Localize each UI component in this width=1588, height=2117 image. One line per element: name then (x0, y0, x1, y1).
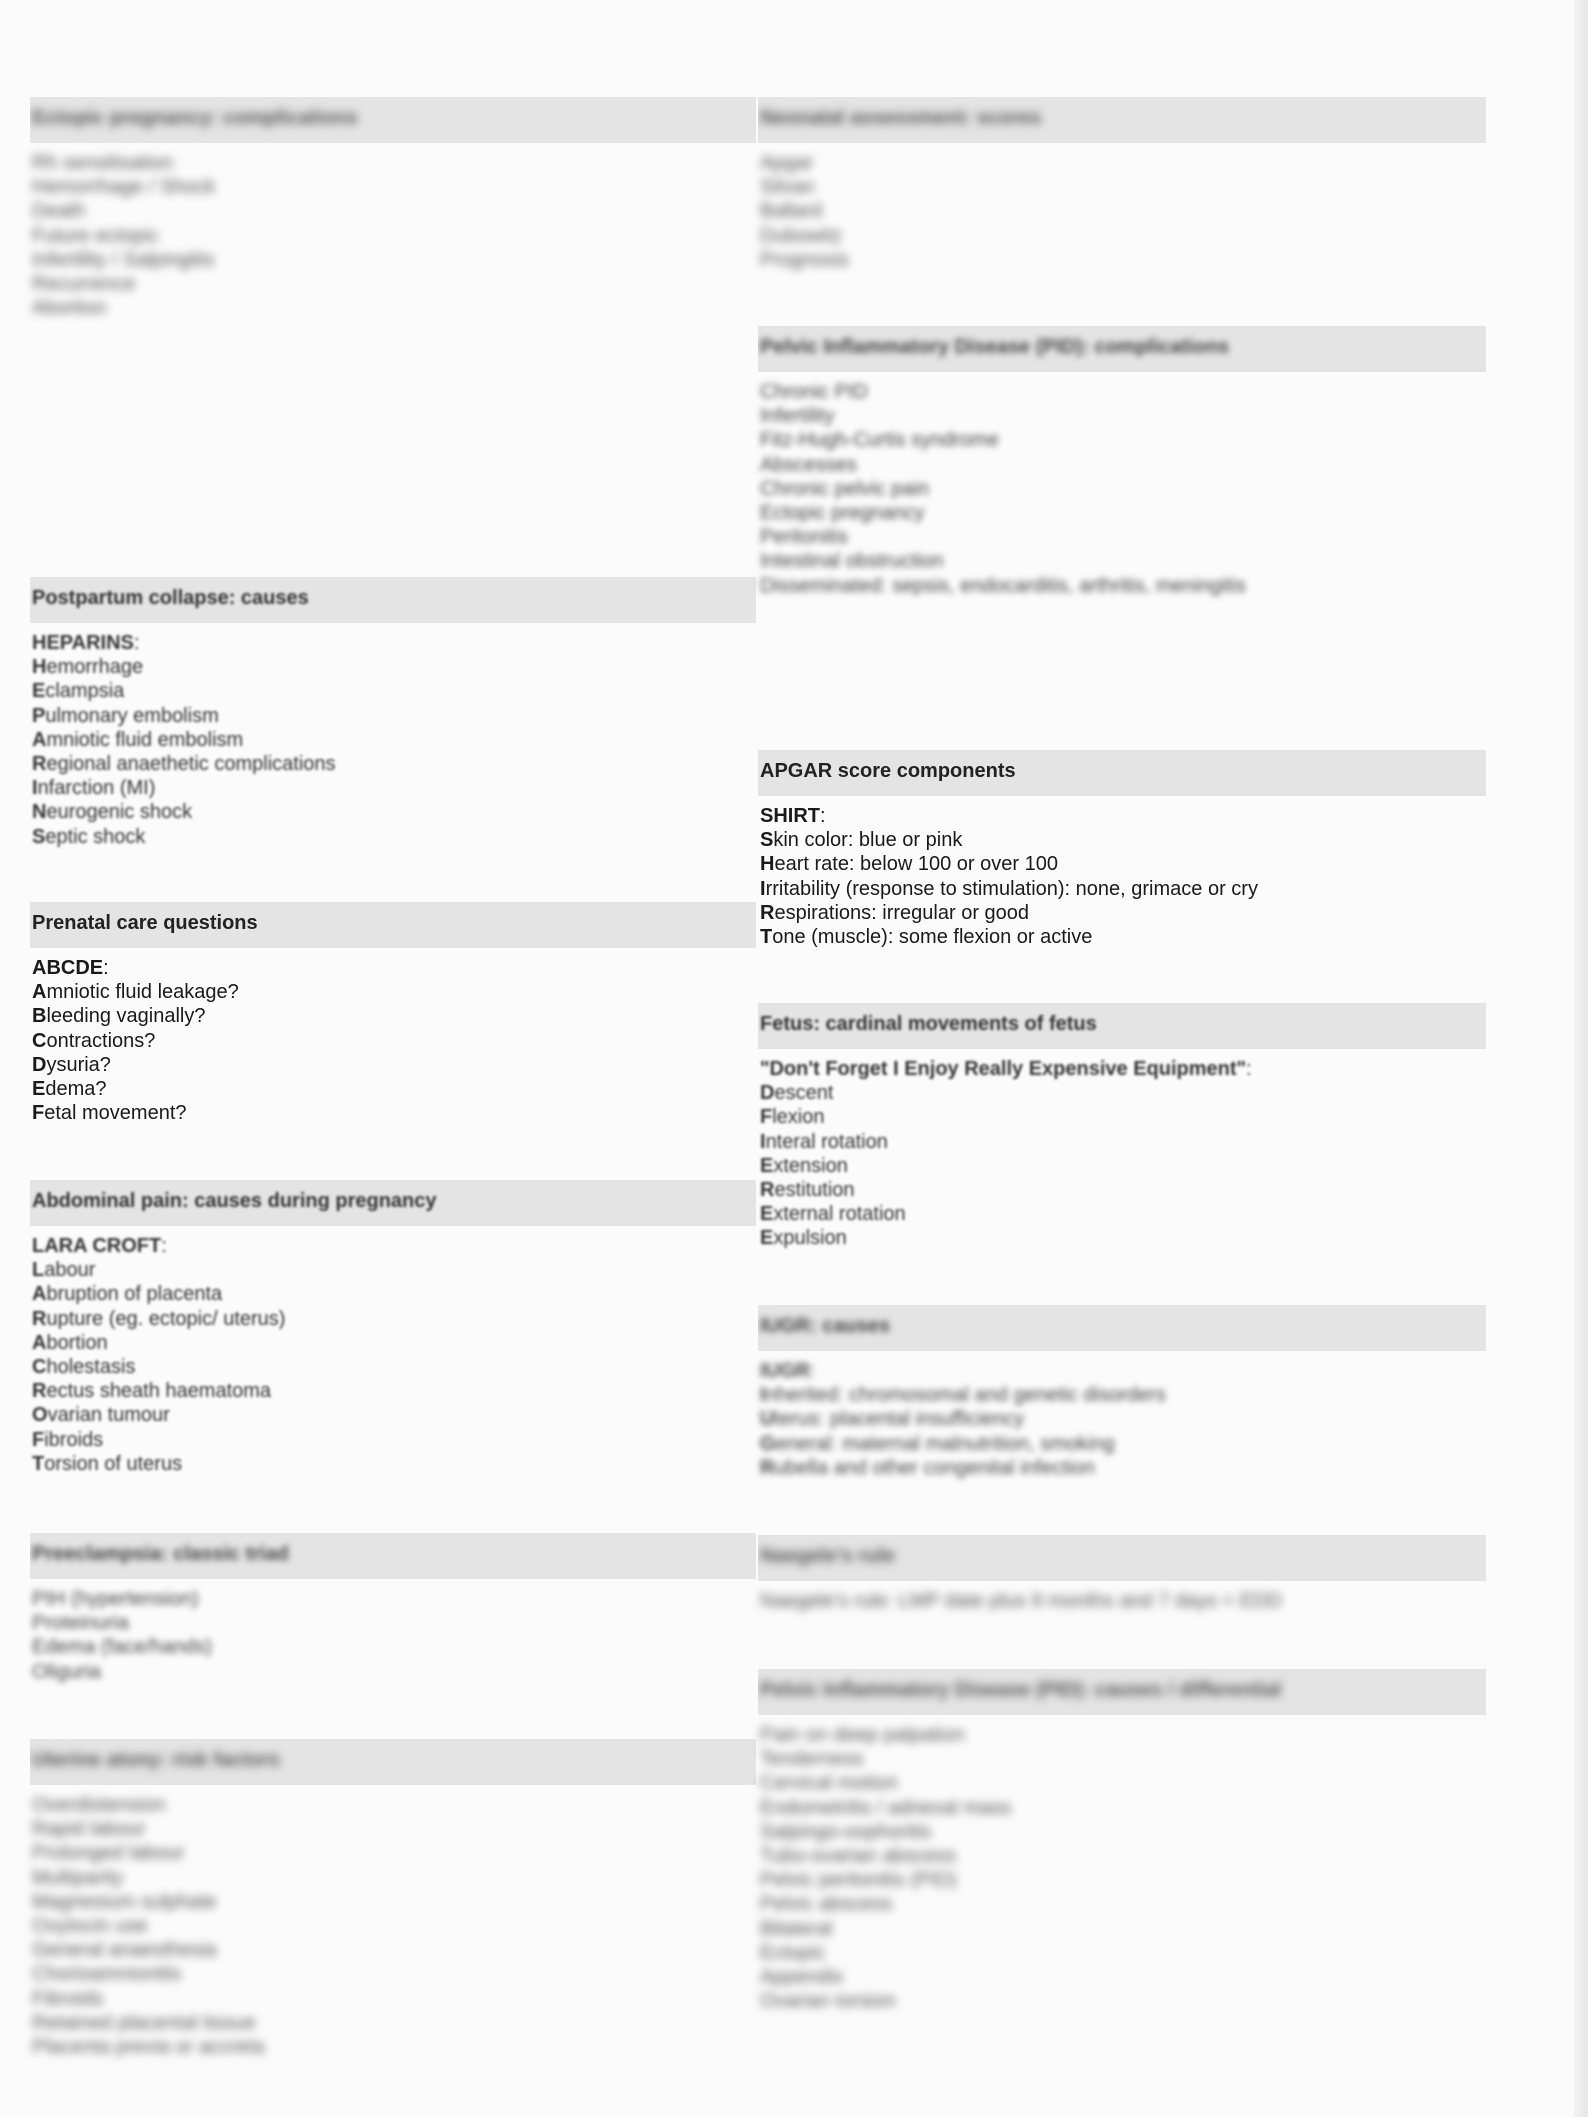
mnemonic: "Don't Forget I Enjoy Really Expensive Equipment" (760, 1058, 1247, 1080)
list-item-text: Multiparity (32, 1866, 124, 1889)
list-item-text: orsion of uterus (44, 1452, 183, 1475)
section-title (758, 750, 1486, 796)
section-title (758, 326, 1486, 372)
list-item-initial: E (760, 1154, 774, 1177)
list-item (32, 224, 754, 248)
section-title (30, 1180, 756, 1226)
list-item (760, 1917, 1484, 1941)
list-item-text: xtension (773, 1154, 848, 1177)
list-item-text: Ovarian torsion (760, 1990, 896, 2013)
list-item-initial: T (760, 926, 773, 949)
list-item (32, 752, 754, 776)
mnemonic-colon: : (161, 1235, 167, 1257)
section-body (758, 372, 1486, 598)
list-item-initial: I (760, 1130, 766, 1153)
section-body (30, 143, 756, 320)
list-item-text: PIH (hypertension) (32, 1588, 199, 1610)
list-item-initial: U (760, 1408, 775, 1431)
list-item-text: Intestinal obstruction (760, 550, 944, 573)
list-item (760, 1154, 1484, 1178)
list-item-text: one (muscle): some flexion or active (772, 926, 1093, 949)
mnemonic-line (760, 1057, 1484, 1081)
list-item-text: espirations: irregular or good (774, 901, 1030, 924)
list-item (32, 175, 754, 199)
list-item (32, 1611, 754, 1635)
list-item (760, 1589, 1484, 1613)
list-item (760, 1723, 1484, 1747)
list-item (32, 1053, 754, 1077)
list-item-text: Appendix (760, 1966, 844, 1989)
section-body (758, 1581, 1486, 1613)
list-item (32, 825, 754, 849)
list-item (32, 1282, 754, 1306)
list-item-text: Ectopic pregnancy (760, 502, 925, 525)
list-item (760, 1989, 1484, 2013)
list-item-initial: C (32, 1029, 47, 1052)
list-item (32, 1379, 754, 1403)
list-item-text: eart rate: below 100 or over 100 (774, 853, 1058, 876)
list-item-text: nfarction (MI) (37, 777, 156, 800)
mnemonic-colon: : (820, 805, 826, 827)
list-item-text: Ectopic (760, 1941, 826, 1964)
section-body (30, 1785, 756, 2059)
section-title-text: Ectopic pregnancy: complications (32, 107, 358, 129)
list-item (760, 453, 1484, 477)
list-item-initial: E (760, 1227, 774, 1250)
list-item-initial: E (760, 1203, 774, 1226)
mnemonic-colon: : (810, 1360, 816, 1382)
list-item (32, 248, 754, 272)
list-item-text: leeding vaginally? (46, 1005, 206, 1028)
section-title-text: Postpartum collapse: causes (32, 587, 309, 609)
list-item-initial: A (32, 728, 47, 751)
list-item-text: ysuria? (46, 1053, 111, 1076)
list-item-text: Infertility / Salpingitis (32, 248, 215, 271)
list-item (760, 525, 1484, 549)
list-item-text: Tenderness (760, 1748, 864, 1771)
list-item (32, 296, 754, 320)
list-item (32, 1841, 754, 1865)
list-item-text: Prolonged labour (32, 1842, 185, 1865)
list-item (32, 1987, 754, 2011)
list-item-initial: S (760, 829, 774, 852)
list-item-text: Salpingo-oophoritis (760, 1820, 932, 1843)
list-item-text: escent (774, 1082, 834, 1105)
list-item (32, 1938, 754, 1962)
mnemonic: LARA CROFT (32, 1235, 162, 1257)
list-item-initial: R (760, 1456, 775, 1479)
section-prenatal (30, 902, 756, 1125)
list-item (760, 1407, 1484, 1431)
list-item (32, 1355, 754, 1379)
list-item-initial: B (32, 1005, 47, 1028)
section-iugr (758, 1305, 1486, 1480)
list-item (32, 1452, 754, 1476)
list-item-initial: R (760, 901, 775, 924)
section-title-text: Pelvic Inflammatory Disease (PID): causes / differential (760, 1679, 1282, 1701)
list-item-initial: H (32, 656, 47, 679)
list-item (760, 1202, 1484, 1226)
list-item (760, 925, 1484, 949)
list-item (32, 980, 754, 1004)
list-item-text: ectus sheath haematoma (46, 1380, 272, 1403)
list-item (32, 1004, 754, 1028)
list-item-text: Abscesses (760, 453, 857, 476)
list-item (32, 199, 754, 223)
list-item-text: Endometritis / adnexal mass (760, 1796, 1012, 1819)
list-item (760, 1105, 1484, 1129)
list-item-initial: D (760, 1082, 775, 1105)
section-title (30, 577, 756, 623)
list-item-text: estitution (774, 1179, 855, 1202)
list-item-text: terus: placental insufficiency (774, 1408, 1025, 1431)
list-item-text: Pelvic peritonitis (PID) (760, 1869, 957, 1892)
list-item-text: Cervical motion (760, 1772, 898, 1795)
list-item (760, 877, 1484, 901)
list-item (760, 477, 1484, 501)
list-item (760, 1771, 1484, 1795)
list-item-text: mniotic fluid leakage? (46, 981, 239, 1004)
list-item-initial: P (32, 704, 46, 727)
section-naegele (758, 1535, 1486, 1613)
list-item-text: etal movement? (44, 1102, 187, 1125)
section-fourth (30, 1739, 756, 2059)
list-item (32, 728, 754, 752)
list-item-initial: O (32, 1404, 48, 1427)
list-item-text: Rapid labour (32, 1818, 146, 1841)
list-item-text: Magnesium sulphate (32, 1890, 217, 1913)
section-title-text: Fetus: cardinal movements of fetus (760, 1013, 1097, 1035)
list-item-text: ulmonary embolism (45, 704, 219, 727)
list-item-text: ontractions? (46, 1029, 156, 1052)
list-item-initial: E (32, 1078, 46, 1101)
list-item (760, 1892, 1484, 1916)
list-item-text: lexion (772, 1106, 825, 1129)
mnemonic-line (32, 631, 754, 655)
list-item (32, 151, 754, 175)
section-title (30, 97, 756, 143)
list-item-text: Tubo-ovarian abscess (760, 1845, 957, 1868)
list-item (32, 1077, 754, 1101)
mnemonic-line (760, 804, 1484, 828)
mnemonic-line (32, 956, 754, 980)
list-item (32, 776, 754, 800)
list-item (760, 1796, 1484, 1820)
list-item (760, 404, 1484, 428)
page-edge (1574, 0, 1588, 2117)
list-item-text: Retained placental tissue (32, 2011, 256, 2034)
list-item-initial: N (32, 801, 47, 824)
list-item-initial: R (760, 1179, 775, 1202)
section-body (30, 623, 756, 849)
list-item (760, 224, 1484, 248)
section-abdominal (30, 1180, 756, 1476)
list-item-text: abour (44, 1259, 96, 1282)
list-item-text: Pelvic abscess (760, 1893, 893, 1916)
section-fetus (758, 1003, 1486, 1251)
list-item-text: bruption of placenta (46, 1283, 223, 1306)
list-item (760, 1868, 1484, 1892)
list-item-initial: R (32, 753, 47, 776)
list-item (760, 1226, 1484, 1250)
section-pid2 (758, 1669, 1486, 2013)
list-item-initial: A (32, 981, 47, 1004)
section-apgar (758, 750, 1486, 949)
section-title-text: Neonatal assessment: scores (760, 107, 1042, 129)
list-item-initial: T (32, 1452, 45, 1475)
section-title-text: IUGR: causes (760, 1315, 891, 1337)
list-item-text: Bilateral (760, 1917, 833, 1940)
list-item (32, 272, 754, 296)
section-body (30, 948, 756, 1125)
list-item-text: bortion (46, 1331, 108, 1354)
mnemonic: SHIRT (760, 805, 820, 827)
list-item (32, 2011, 754, 2035)
mnemonic: HEPARINS (32, 632, 134, 654)
list-item-text: Dubowitz (760, 224, 843, 247)
mnemonic-colon: : (133, 632, 140, 654)
section-pid (758, 326, 1486, 598)
section-title-text: Naegele's rule (760, 1545, 895, 1567)
list-item-initial: R (32, 1307, 47, 1330)
list-item-text: Chronic PID (760, 381, 868, 403)
list-item (760, 199, 1484, 223)
list-item-text: Abortion (32, 297, 107, 320)
section-title-text: APGAR score components (760, 760, 1016, 782)
mnemonic: ABCDE (32, 957, 104, 979)
list-item-initial: F (760, 1106, 773, 1129)
section-title (30, 1533, 756, 1579)
list-item-text: Peritonitis (760, 526, 848, 549)
list-item-initial: A (32, 1331, 47, 1354)
list-item (32, 1258, 754, 1282)
section-title-text: Preeclampsia: classic triad (32, 1543, 289, 1565)
mnemonic: IUGR (760, 1360, 810, 1382)
list-item (760, 428, 1484, 452)
section-body (758, 143, 1486, 272)
list-item-text: Recurrence (32, 273, 136, 296)
list-item-text: eurogenic shock (46, 801, 193, 824)
list-item-initial: S (32, 825, 46, 848)
section-body (758, 796, 1486, 949)
list-item-text: Fibroids (32, 1987, 104, 2010)
section-body (758, 1715, 1486, 2013)
section-title (30, 1739, 756, 1785)
list-item-text: Prognosis (760, 248, 849, 271)
list-item (760, 1432, 1484, 1456)
list-item (760, 175, 1484, 199)
list-item-text: clampsia (45, 680, 125, 703)
list-item (32, 2035, 754, 2059)
list-item-text: Future ectopic (32, 224, 159, 247)
list-item (32, 1660, 754, 1684)
list-item-initial: I (760, 1384, 766, 1407)
list-item (32, 1101, 754, 1125)
list-item-text: rritability (response to stimulation): none, grimace or cry (765, 877, 1258, 900)
list-item-text: Hemorrhage / Shock (32, 176, 216, 199)
list-item (760, 574, 1484, 598)
list-item (32, 1587, 754, 1611)
list-item (32, 1331, 754, 1355)
section-ectopic (30, 97, 756, 320)
list-item-initial: E (32, 680, 46, 703)
list-item-text: ibroids (44, 1428, 104, 1451)
list-item-text: Silvan (760, 176, 815, 199)
section-title (758, 1535, 1486, 1581)
list-item-initial: D (32, 1053, 47, 1076)
section-title (30, 902, 756, 948)
list-item-text: dema? (45, 1078, 107, 1101)
list-item (32, 1793, 754, 1817)
list-item (760, 1456, 1484, 1480)
list-item (760, 248, 1484, 272)
list-item (760, 1081, 1484, 1105)
section-postpartum (30, 577, 756, 849)
list-item (32, 800, 754, 824)
list-item-initial: L (32, 1259, 45, 1282)
list-item-text: Fitz-Hugh-Curtis syndrome (760, 429, 999, 452)
list-item (760, 501, 1484, 525)
list-item-text: Pain on deep palpation (760, 1724, 965, 1746)
list-item-initial: A (32, 1283, 47, 1306)
list-item-text: nherited: chromosomal and genetic disorders (765, 1384, 1166, 1407)
list-item (32, 679, 754, 703)
list-item (760, 380, 1484, 404)
section-body (758, 1049, 1486, 1251)
list-item-initial: R (32, 1380, 47, 1403)
section-title (758, 1003, 1486, 1049)
list-item (760, 901, 1484, 925)
list-item (32, 704, 754, 728)
section-preeclampsia (30, 1533, 756, 1684)
mnemonic-line (760, 1359, 1484, 1383)
list-item-text: Disseminated: sepsis, endocarditis, arthritis, meningitis (760, 574, 1246, 597)
list-item-text: mniotic fluid embolism (46, 728, 244, 751)
list-item (32, 1307, 754, 1331)
list-item-initial: I (32, 777, 38, 800)
list-item (32, 1890, 754, 1914)
list-item (760, 1178, 1484, 1202)
list-item-text: Chorioamnionitis (32, 1963, 181, 1986)
list-item (760, 1965, 1484, 1989)
list-item (760, 549, 1484, 573)
list-item (760, 1747, 1484, 1771)
section-neonatal (758, 97, 1486, 272)
list-item-text: Oxytocin use (32, 1915, 148, 1938)
list-item-text: kin color: blue or pink (773, 829, 963, 852)
section-title-text: Abdominal pain: causes during pregnancy (32, 1190, 437, 1212)
section-title (758, 1305, 1486, 1351)
list-item (32, 1962, 754, 1986)
section-body (30, 1226, 756, 1476)
list-item-text: Ballard (760, 200, 823, 223)
list-item-text: varian tumour (47, 1404, 170, 1427)
list-item-text: Naegele's rule: LMP date plus 9 months and 7 days = EDD (760, 1590, 1283, 1612)
list-item-text: nteral rotation (765, 1130, 888, 1153)
list-item-text: holestasis (46, 1356, 136, 1379)
list-item (32, 1635, 754, 1659)
list-item (760, 828, 1484, 852)
list-item-initial: G (760, 1432, 776, 1455)
list-item-text: Edema (face/hands) (32, 1636, 213, 1659)
list-item-text: ubella and other congenital infection (774, 1456, 1095, 1479)
list-item (760, 1941, 1484, 1965)
list-item-initial: F (32, 1428, 45, 1451)
list-item (760, 1820, 1484, 1844)
list-item-text: Overdistension (32, 1794, 166, 1816)
mnemonic-line (32, 1234, 754, 1258)
list-item (760, 1130, 1484, 1154)
mnemonic-colon: : (1246, 1058, 1252, 1080)
list-item (760, 1383, 1484, 1407)
list-item-text: eptic shock (45, 825, 146, 848)
list-item-initial: H (760, 853, 775, 876)
list-item-initial: C (32, 1356, 47, 1379)
section-body (30, 1579, 756, 1684)
list-item (760, 1844, 1484, 1868)
list-item (32, 1817, 754, 1841)
section-title (758, 97, 1486, 143)
list-item-text: Death (32, 200, 86, 223)
list-item-text: General anaesthesia (32, 1939, 217, 1962)
list-item (32, 1866, 754, 1890)
list-item-text: Placenta previa or accreta (32, 2036, 265, 2059)
section-title-text: Prenatal care questions (32, 912, 258, 934)
list-item (760, 852, 1484, 876)
list-item-text: Proteinuria (32, 1612, 129, 1635)
list-item-text: upture (eg. ectopic/ uterus) (46, 1307, 286, 1330)
list-item-text: Infertility (760, 405, 835, 428)
list-item-initial: F (32, 1102, 45, 1125)
list-item (32, 1029, 754, 1053)
section-title-text: Pelvic Inflammatory Disease (PID): complications (760, 336, 1230, 358)
list-item-text: eneral: maternal malnutrition, smoking (775, 1432, 1115, 1455)
list-item-text: Rh sensitisation (32, 152, 174, 174)
mnemonic-colon: : (103, 957, 109, 979)
list-item-text: xpulsion (773, 1227, 847, 1250)
list-item-initial: I (760, 877, 766, 900)
list-item-text: Chronic pelvic pain (760, 477, 929, 500)
section-body (758, 1351, 1486, 1480)
list-item (32, 1403, 754, 1427)
list-item (32, 655, 754, 679)
list-item (32, 1428, 754, 1452)
section-title (758, 1669, 1486, 1715)
section-title-text: Uterine atony: risk factors (32, 1749, 280, 1771)
list-item-text: Oliguria (32, 1660, 101, 1683)
list-item (760, 151, 1484, 175)
list-item-text: Apgar (760, 152, 814, 174)
list-item-text: emorrhage (46, 656, 144, 679)
list-item-text: xternal rotation (773, 1203, 906, 1226)
list-item-text: egional anaethetic complications (46, 753, 336, 776)
list-item (32, 1914, 754, 1938)
